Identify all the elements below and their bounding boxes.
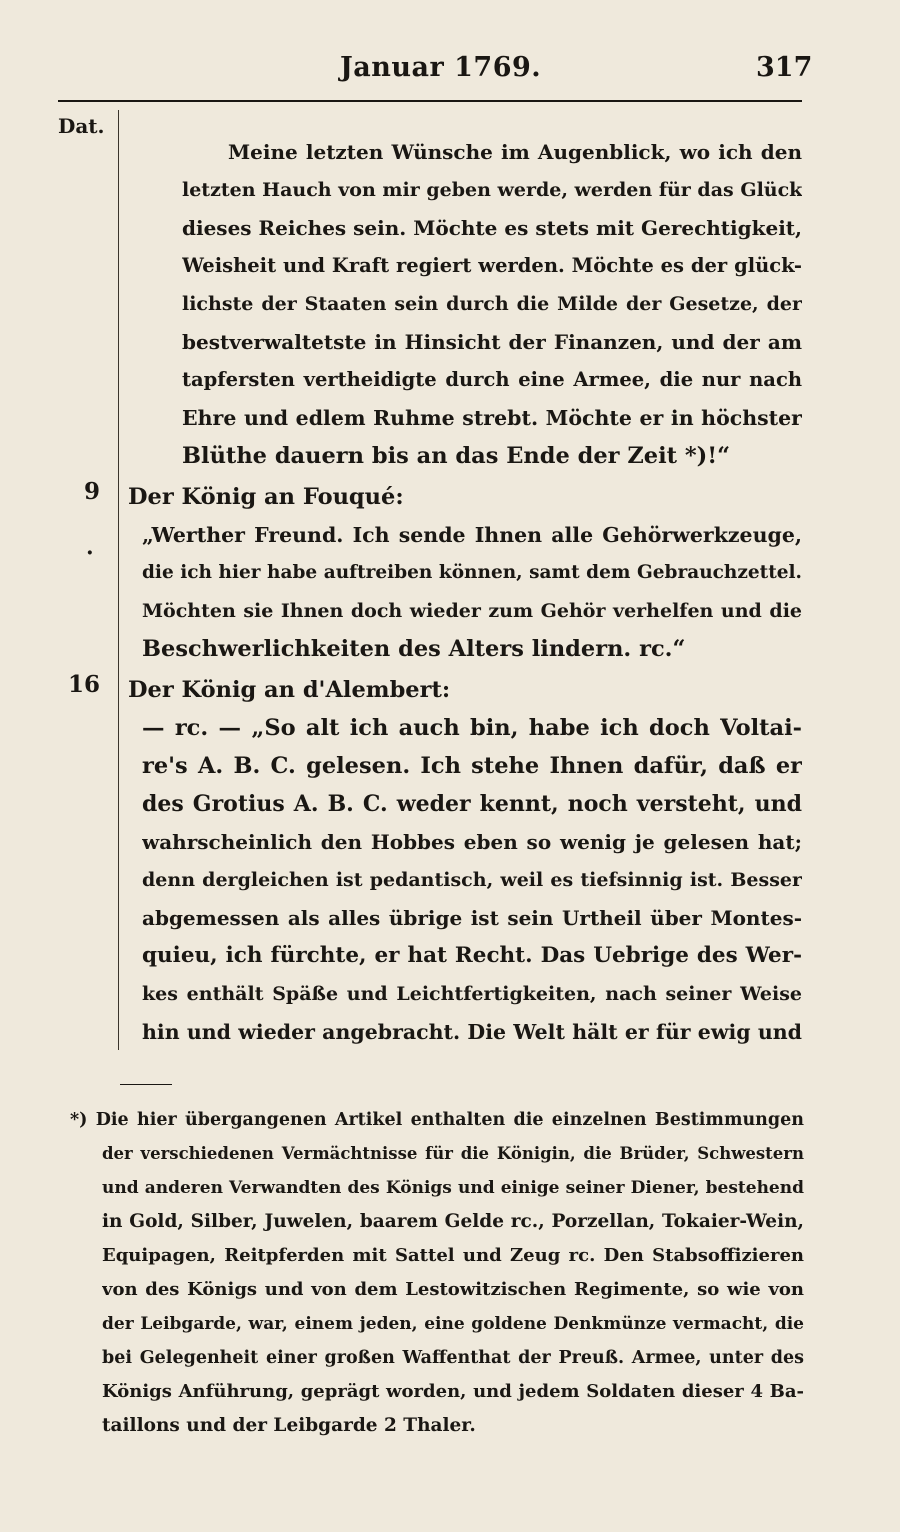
body-line: lichste der Staaten sein durch die Milde der Gesetze, der — [182, 293, 802, 315]
footnote-line: bei Gelegenheit einer großen Waffenthat der Preuß. Armee, unter des — [102, 1348, 804, 1368]
running-header-title: Januar 1769. — [340, 52, 542, 83]
body-line: hin und wieder angebracht. Die Welt hält er für ewig und — [142, 1020, 802, 1044]
date-entry-9: 9 — [83, 478, 100, 505]
body-line: Blüthe dauern bis an das Ende der Zeit *)!“ — [182, 443, 731, 469]
footnote-line: Equipagen, Reitpferden mit Sattel und Zeug rc. Den Stabsoffizieren — [102, 1245, 804, 1266]
margin-dot: · — [86, 540, 94, 566]
body-line: des Grotius A. B. C. weder kennt, noch versteht, und — [142, 791, 802, 817]
body-line: abgemessen als alles übrige ist sein Urtheil über Montes- — [142, 906, 802, 930]
body-line: — rc. — „So alt ich auch bin, habe ich doch Voltai- — [142, 715, 802, 741]
body-line: denn dergleichen ist pedantisch, weil es tiefsinnig ist. Besser — [142, 869, 802, 891]
body-line: re's A. B. C. gelesen. Ich stehe Ihnen dafür, daß er — [142, 753, 802, 779]
footnote-line: der Leibgarde, war, einem jeden, eine goldene Denkmünze vermacht, die — [102, 1314, 804, 1334]
body-line: kes enthält Späße und Leichtfertigkeiten, nach seiner Weise — [142, 983, 802, 1005]
body-line: Beschwerlichkeiten des Alters lindern. rc.“ — [142, 636, 686, 662]
date-entry-16: 16 — [67, 671, 100, 698]
page-number: 317 — [756, 52, 813, 83]
body-line: letzten Hauch von mir geben werde, werden für das Glück — [182, 179, 802, 201]
body-line: Möchten sie Ihnen doch wieder zum Gehör verhelfen und die — [142, 600, 802, 622]
footnote-line: von des Königs und von dem Lestowitzischen Regimente, so wie von — [102, 1279, 804, 1300]
body-line: dieses Reiches sein. Möchte es stets mit Gerechtigkeit, — [182, 216, 802, 240]
header-rule — [58, 100, 802, 102]
body-line: „Werther Freund. Ich sende Ihnen alle Gehörwerkzeuge, — [142, 523, 802, 547]
date-column-divider — [118, 110, 119, 1050]
footnote-line: in Gold, Silber, Juwelen, baarem Gelde rc., Porzellan, Tokaier-Wein, — [102, 1211, 804, 1232]
footnote-line: Königs Anführung, geprägt worden, und jedem Soldaten dieser 4 Ba- — [102, 1381, 804, 1402]
letter-heading-fouque: Der König an Fouqué: — [128, 484, 404, 510]
body-line: quieu, ich fürchte, er hat Recht. Das Uebrige des Wer- — [142, 943, 802, 968]
footnote-line: und anderen Verwandten des Königs und einige seiner Diener, bestehend — [102, 1178, 804, 1198]
body-line: wahrscheinlich den Hobbes eben so wenig je gelesen hat; — [142, 830, 802, 854]
body-line: Ehre und edlem Ruhme strebt. Möchte er in höchster — [182, 406, 802, 430]
body-line: die ich hier habe auftreiben können, samt dem Gebrauchzettel. — [142, 562, 802, 583]
body-line: Weisheit und Kraft regiert werden. Möchte es der glück- — [182, 254, 802, 277]
date-column-label: Dat. — [58, 114, 105, 138]
body-line: tapfersten vertheidigte durch eine Armee, die nur nach — [182, 368, 802, 391]
body-line: bestverwaltetste in Hinsicht der Finanzen, und der am — [182, 330, 802, 354]
letter-heading-dalembert: Der König an d'Alembert: — [128, 677, 451, 703]
body-line: Meine letzten Wünsche im Augenblick, wo ich den — [228, 140, 802, 164]
footnote-rule — [120, 1084, 172, 1085]
footnote-line: *) Die hier übergangenen Artikel enthalten die einzelnen Bestimmungen — [70, 1110, 804, 1130]
footnote-line: der verschiedenen Vermächtnisse für die Königin, die Brüder, Schwestern — [102, 1144, 804, 1163]
footnote-line: taillons und der Leibgarde 2 Thaler. — [102, 1415, 476, 1436]
